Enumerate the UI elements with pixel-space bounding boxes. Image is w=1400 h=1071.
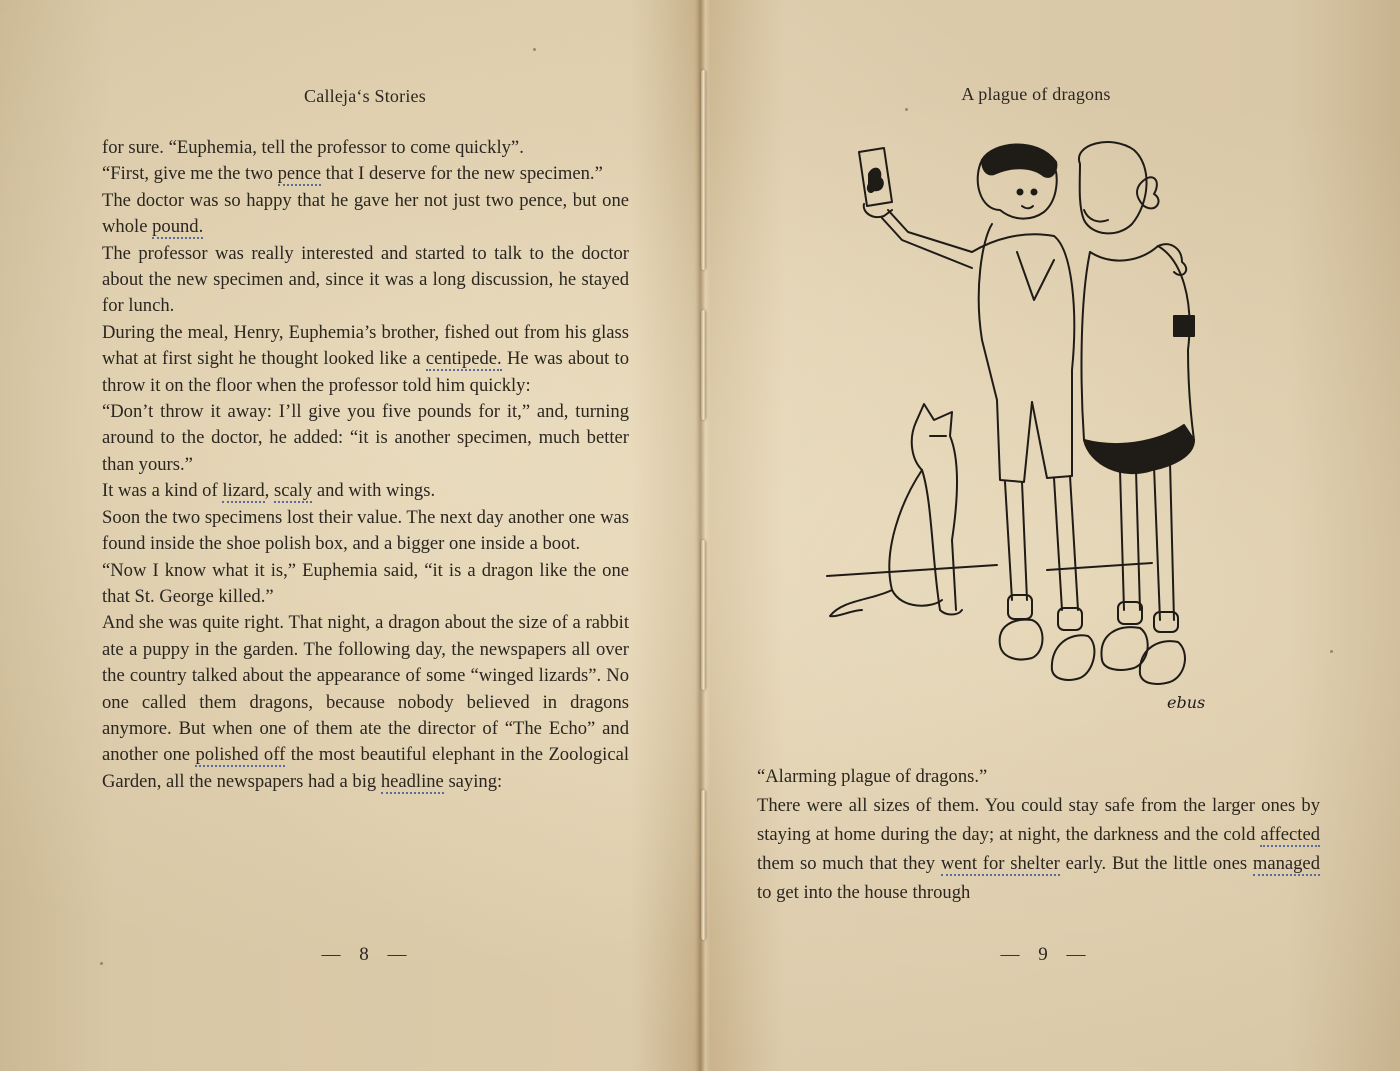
text-run: It was a kind of — [102, 480, 223, 502]
folio-dash: — — [321, 944, 341, 965]
paper-speck — [533, 48, 536, 51]
text-run: And she was quite right. That night, a dragon about the size of a rabbit ate a puppy in the garden. The following day, the newspapers all over the country talked about the appearance of some “winged lizards”. No one called them dragons, because nobody believed in dragons anymore. But when one of them ate the director of “The Echo” and another one — [102, 612, 629, 766]
vocabulary-word[interactable]: lizard — [222, 480, 265, 502]
folio-dash: — — [1066, 944, 1086, 965]
text-run: “Don’t throw it away: I’ll give you five pounds for it,” and, turning around to the doctor, he added: “it is another specimen, much better than yours.” — [102, 401, 629, 475]
page-number: 9 — [1038, 944, 1048, 965]
text-run: that I deserve for the new specimen.” — [320, 163, 603, 185]
vocabulary-word[interactable]: went for shelter — [940, 853, 1060, 874]
paragraph — [102, 399, 629, 478]
right-page-text — [757, 762, 1320, 907]
vocabulary-word[interactable]: headline — [380, 770, 444, 792]
paragraph — [102, 161, 629, 187]
text-run: He was about to throw it on the floor when the professor told him quickly: — [102, 348, 629, 396]
vocabulary-word[interactable]: affected — [1260, 824, 1320, 845]
text-run: the most beautiful elephant in the Zoological Garden, all the newspapers had a big — [102, 744, 629, 792]
text-run: them so much that they — [757, 853, 941, 874]
paragraph — [102, 610, 629, 795]
vocabulary-word[interactable]: centipede. — [425, 348, 502, 370]
paragraph — [102, 478, 629, 504]
paragraph — [102, 241, 629, 320]
paragraph — [102, 320, 629, 399]
paragraph — [102, 558, 629, 611]
paragraph — [757, 762, 1320, 791]
text-run: “Alarming plague of dragons.” — [757, 766, 988, 787]
left-page-text — [102, 135, 629, 795]
page-number: 8 — [359, 944, 369, 965]
dragon-in-glass — [868, 169, 883, 192]
vocabulary-word[interactable]: polished off — [195, 744, 286, 766]
text-run: , — [264, 480, 274, 502]
illustrator-signature: ebus — [1167, 693, 1206, 710]
text-run: to get into the house through — [757, 882, 971, 903]
text-run: and with wings. — [312, 480, 436, 502]
vocabulary-word[interactable]: managed — [1252, 853, 1320, 874]
running-head-left: Calleja‘s Stories — [304, 86, 426, 106]
children-and-cat-illustration — [822, 140, 1242, 710]
text-run: There were all sizes of them. You could stay safe from the larger ones by staying at home during the day; at night, the darkness and the cold — [757, 795, 1320, 845]
folio-left — [264, 944, 464, 966]
paragraph — [757, 791, 1320, 907]
folio-dash: — — [1000, 944, 1020, 965]
text-run: The professor was really interested and started to talk to the doctor about the new specimen and, since it was a long discussion, he stayed for lunch. — [102, 242, 629, 317]
text-run: for sure. “Euphemia, tell the professor to come quickly”. — [102, 137, 524, 158]
paragraph — [102, 505, 629, 558]
text-run: saying: — [443, 770, 503, 792]
paragraph — [102, 135, 629, 161]
paper-speck — [905, 108, 908, 111]
vocabulary-word[interactable]: scaly — [273, 480, 313, 502]
text-run: The doctor was so happy that he gave her not just two pence, but one whole — [102, 189, 629, 238]
folio-dash: — — [387, 944, 407, 965]
running-head-right: A plague of dragons — [961, 84, 1111, 104]
text-run: “Now I know what it is,” Euphemia said, “it is a dragon like the one that St. George killed.” — [102, 559, 629, 607]
paper-speck — [100, 962, 103, 965]
paragraph — [102, 188, 629, 241]
text-run: Soon the two specimens lost their value. The next day another one was found inside the shoe polish box, and a bigger one inside a boot. — [102, 506, 629, 555]
text-run: early. But the little ones — [1059, 853, 1253, 874]
text-run: “First, give me the two — [102, 163, 278, 185]
paper-speck — [1330, 650, 1333, 653]
vocabulary-word[interactable]: pound. — [152, 216, 204, 238]
vocabulary-word[interactable]: pence — [277, 163, 321, 185]
folio-right — [943, 944, 1143, 966]
text-run: During the meal, Henry, Euphemia’s brother, fished out from his glass what at first sight he thought looked like a — [102, 321, 629, 370]
